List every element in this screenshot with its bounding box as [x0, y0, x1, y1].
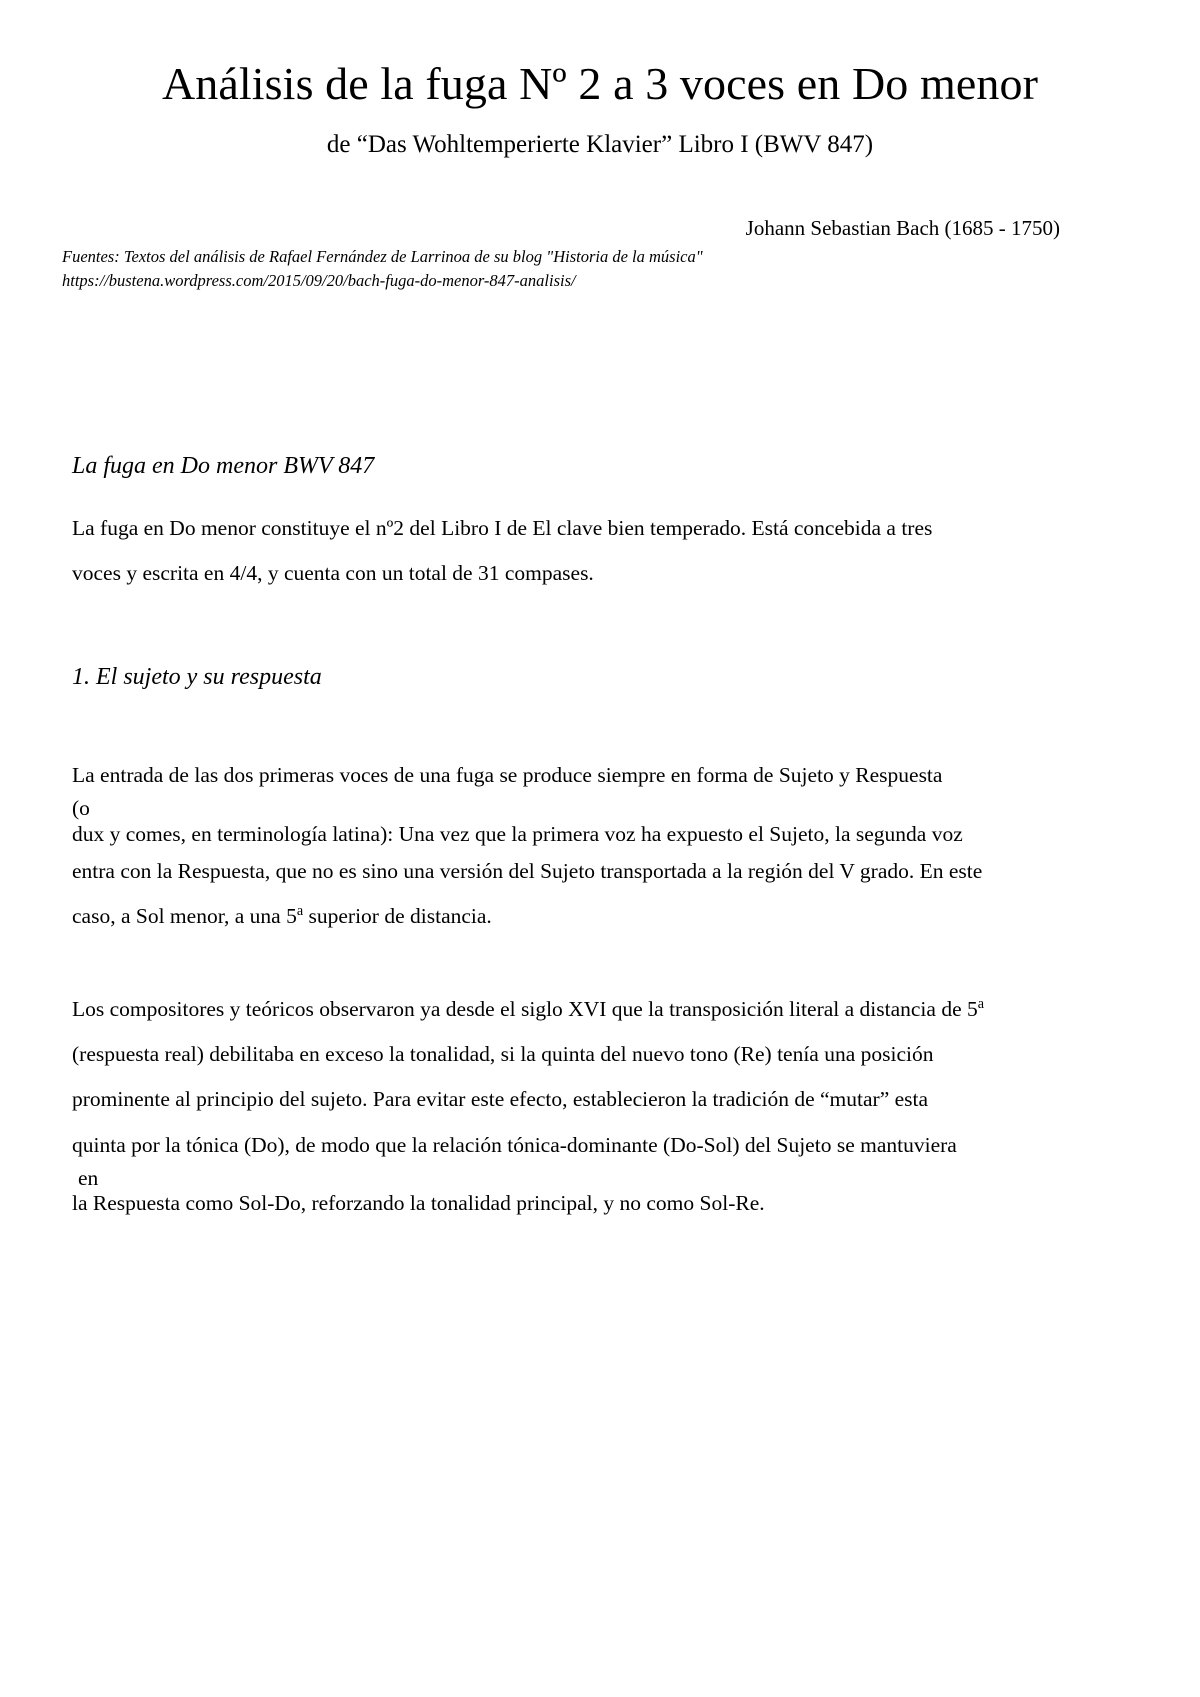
paragraph	[72, 987, 1072, 1218]
text-line-runt: en	[78, 1165, 99, 1190]
section-heading-sujeto-respuesta: 1. El sujeto y su respuesta	[72, 664, 322, 691]
text-line: la Respuesta como Sol-Do, reforzando la tonalidad principal, y no como Sol-Re.	[72, 1191, 765, 1216]
paragraph	[72, 753, 1072, 939]
document-subtitle: de “Das Wohltemperierte Klavier” Libro I (BWV 847)	[326, 130, 874, 158]
section-heading-fuga-do-menor: La fuga en Do menor BWV 847	[72, 452, 375, 479]
page-title: Análisis de la fuga Nº 2 a 3 voces en Do menor	[161, 58, 1039, 109]
text-line: dux y comes, en terminología latina): Una vez que la primera voz ha expuesto el Sujeto, la segunda voz	[72, 821, 963, 846]
composer-attribution: Johann Sebastian Bach (1685 - 1750)	[745, 215, 1060, 240]
text-line: prominente al principio del sujeto. Para evitar este efecto, establecieron la tradición de “mutar” esta	[72, 1087, 929, 1112]
title-block	[0, 0, 1200, 160]
paragraph	[72, 506, 1072, 596]
text-line: (respuesta real) debilitaba en exceso la tonalidad, si la quinta del nuevo tono (Re) tenía una posición	[72, 1042, 934, 1067]
text-line: La fuga en Do menor constituye el nº2 del Libro I de El clave bien temperado. Está concebida a tres	[72, 515, 933, 540]
text-line: voces y escrita en 4/4, y cuenta con un total de 31 compases.	[72, 560, 594, 585]
document-body	[72, 451, 1072, 1219]
text-line: La entrada de las dos primeras voces de una fuga se produce siempre en forma de Sujeto y Respuesta	[72, 763, 943, 788]
text-line: Los compositores y teóricos observaron ya desde el siglo XVI que la transposición literal a distancia de 5$^a$	[72, 995, 985, 1022]
source-url[interactable]: https://bustena.wordpress.com/2015/09/20/bach-fuga-do-menor-847-analisis/	[62, 270, 576, 290]
sources-text: Fuentes: Textos del análisis de Rafael Fernández de Larrinoa de su blog "Historia de la música"	[62, 246, 703, 266]
text-line: caso, a Sol menor, a una 5$^a$ superior de distancia.	[72, 902, 492, 928]
text-line: quinta por la tónica (Do), de modo que la relación tónica-dominante (Do-Sol) del Sujeto se mantuviera	[72, 1132, 957, 1157]
text-line-runt: (o	[72, 796, 90, 821]
sources-note	[62, 245, 1200, 293]
text-line: entra con la Respuesta, que no es sino una versión del Sujeto transportada a la región del V grado. En este	[72, 858, 983, 883]
